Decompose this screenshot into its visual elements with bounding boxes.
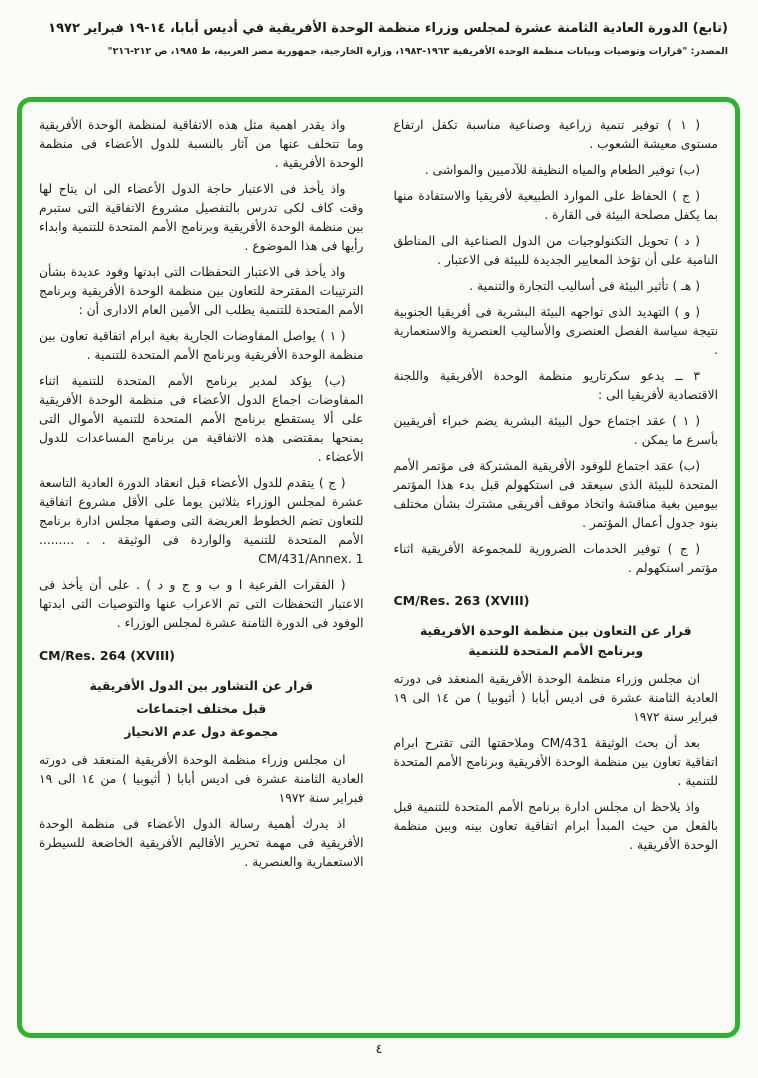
paragraph: (ب) عقد اجتماع للوفود الأفريقية المشتركة فى مؤتمر الأمم المتحدة للبيئة الذى سيعقد فى استكهولم قبل بدء هذا المؤتمر بيومين بغية مناقشة واتخاذ موقف أفريقى مشترك بشأن مختلف بنود جدول أعمال المؤتمر . [393,459,718,530]
paragraph: ان مجلس وزراء منظمة الوحدة الأفريقية المنعقد فى دورته العادية الثامنة عشرة فى اديس أبابا ( أثيوبيا ) من ١٤ الى ١٩ فبراير سنة ١٩٧٢ [393,672,718,724]
paragraph: (ب) توفير الطعام والمياه النظيفة للآدميين والمواشى . [424,163,700,177]
paragraph: واذ يأخذ فى الاعتبار حاجة الدول الأعضاء الى ان يتاح لها وقت كاف لكى تدرس بالتفصيل مشروع الاتفاقية التى ستبرم بين منظمة الوحدة الأفريقية وبرنامج الأمم المتحدة للتنمية وابداء رأيها فى هذا الموضوع . [39,182,364,253]
paragraph: (ب) يؤكد لمدير برنامج الأمم المتحدة للتنمية اثناء المفاوضات اجماع الدول الأعضاء فى منظمة الوحدة الأفريقية على ألا يستقطع برنامج الأمم المتحدة للتنمية الأموال التى يمنحها بمقتضى هذه الاتفاقية من برنامج المساعدات للدول الأعضاء . [39,374,364,464]
paragraph: ( الفقرات الفرعية ا و ب و ج و د ) . على أن يأخذ فى الاعتبار التحفظات التى تم الاعراب عنها والتوصيات التى ابدتها الوفود فى الدورة الثامنة عشرة لمجلس الوزراء . [39,578,364,630]
paragraph: ان مجلس وزراء منظمة الوحدة الأفريقية المنعقد فى دورته العادية الثامنة عشرة فى اديس أبابا ( أثيوبيا ) من ١٤ الى ١٩ فبراير سنة ١٩٧٢ [39,753,364,805]
resolution-heading: قرار عن التشاور بين الدول الأفريقية [89,679,314,693]
paragraph: واذ يقدر اهمية مثل هذه الاتفاقية لمنظمة الوحدة الأفريقية وما تتخلف عنها من آثار بالنسبة للدول الأعضاء فى منظمة الوحدة الأفريقية . [39,118,364,170]
paragraph: ( ١ ) توفير تنمية زراعية وصناعية مناسبة تكفل ارتفاع مستوى معيشة الشعوب . [393,118,718,151]
paragraph: بعد أن بحث الوثيقة CM/431 وملاحقتها التى تقترح ابرام اتفاقية تعاون بين منظمة الوحدة الأفريقية وبرنامج الأمم المتحدة للتنمية . [393,736,718,788]
header-source-line: المصدر: "قرارات وتوصيات وبيانات منظمة الوحدة الأفريقية ١٩٦٣-١٩٨٣، وزارة الخارجية، جمهورية مصر العربية، ط ١٩٨٥، ص ٢١٢-٢١٦" [107,46,728,57]
green-frame [17,97,740,1038]
paragraph: ( ج ) يتقدم للدول الأعضاء قبل انعقاد الدورة العادية التاسعة عشرة لمجلس الوزراء بثلاثين يوما على الأقل مشروع اتفاقية للتعاون تضم الخطوط العريضة التى وصفها مجلس ادارة برنامج الأمم المتحدة للتنمية والواردة فى الوثيقة . . ......... CM/431/Annex. 1 [39,476,364,566]
right-column [394,116,719,1025]
page-header [0,0,758,57]
paragraph: ( هـ ) تأثير البيئة فى أساليب التجارة والتنمية . [469,279,700,293]
resolution-heading: قبل مختلف اجتماعات [136,702,267,716]
paragraph: ( د ) تحويل التكنولوجيات من الدول الصناعية الى المناطق النامية على أن تؤخذ المعايير الجديدة للبيئة فى الاعتبار . [393,234,718,267]
paragraph: ( ج ) الحفاظ على الموارد الطبيعية لأفريقيا والاستفادة منها بما يكفل مصلحة البيئة فى القارة . [393,189,718,222]
paragraph: ٣ ــ يدعو سكرتاريو منظمة الوحدة الأفريقية واللجنة الاقتصادية لأفريقيا الى : [393,369,718,402]
paragraph: ( ١ ) عقد اجتماع حول البيئة البشرية يضم خبراء أفريقيين بأسرع ما يمكن . [393,414,718,447]
paragraph: ( و ) التهديد الذى تواجهه البيئة البشرية فى أفريقيا الجنوبية نتيجة سياسة الفصل العنصرى والأساليب العنصرية والاستعمارية . [393,305,718,357]
left-column [39,116,364,1025]
resolution-heading: قرار عن التعاون بين منظمة الوحدة الأفريقية وبرنامج الأمم المتحدة للتنمية [420,624,692,658]
paragraph: واذ يلاحظ ان مجلس ادارة برنامج الأمم المتحدة للتنمية قبل بالفعل من حيث المبدأ ابرام اتفاقية تعاون بينه وبين منظمة الوحدة الأفريقية . [393,800,718,852]
paragraph: ( ١ ) يواصل المفاوضات الجارية بغية ابرام اتفاقية تعاون بين منظمة الوحدة الأفريقية وبرنامج الأمم المتحدة للتنمية . [39,329,364,362]
resolution-heading: مجموعة دول عدم الانحياز [124,725,279,739]
paragraph: ( ج ) توفير الخدمات الضرورية للمجموعة الأفريقية اثناء مؤتمر استكهولم . [393,542,718,575]
header-title: (تابع) الدورة العادية الثامنة عشرة لمجلس وزراء منظمة الوحدة الأفريقية في أديس أبابا، ١٤-١٩ فبراير ١٩٧٢ [48,21,728,36]
page-number: ٤ [375,1042,383,1057]
paragraph: اذ يدرك أهمية رسالة الدول الأعضاء فى منظمة الوحدة الأفريقية فى مهمة تحرير الأقاليم الأفريقية الخاضعة للسيطرة الاستعمارية والعنصرية . [39,817,364,869]
reference-code: CM/Res. 264 (XVIII) [39,648,175,663]
reference-code: CM/Res. 263 (XVIII) [393,593,530,608]
paragraph: واذ يأخذ فى الاعتبار التحفظات التى ابدتها وفود عديدة بشأن الترتيبات المقترحة للتعاون بين منظمة الوحدة الأفريقية وبرنامج الأمم المتحدة للتنمية يطلب الى الأمين العام الادارى أن : [39,265,364,317]
